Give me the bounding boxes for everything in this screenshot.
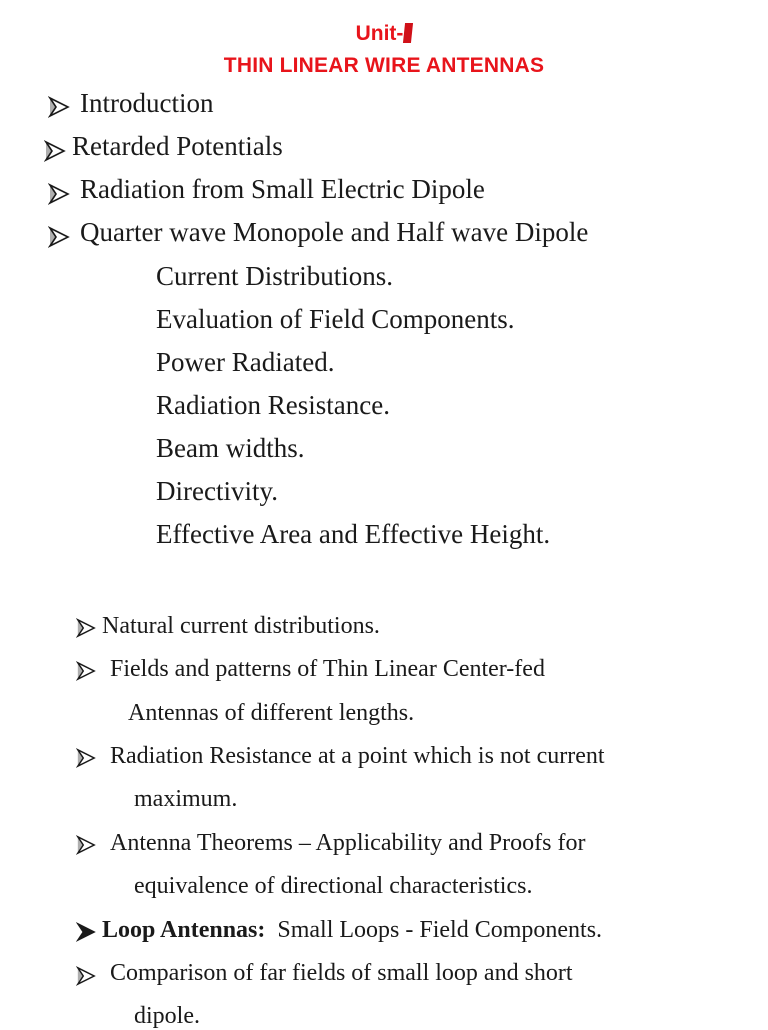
subtopic-power-radiated: Power Radiated. [156, 347, 335, 377]
topic-fields-patterns-cont: Antennas of different lengths. [128, 700, 415, 726]
topic-natural-current: Natural current distributions. [102, 613, 380, 639]
topic-radiation-resistance-point: Radiation Resistance at a point which is not current [110, 743, 605, 769]
arrowhead-bullet-icon [76, 618, 96, 638]
page-title: THIN LINEAR WIRE ANTENNAS [223, 54, 545, 77]
topic-loop-antennas [102, 917, 602, 944]
topic-radiation-resistance-point-cont: maximum. [134, 786, 238, 812]
topic-antenna-theorems: Antenna Theorems – Applicability and Proofs for [110, 830, 586, 856]
subtopic-directivity: Directivity. [156, 476, 278, 506]
loop-antennas-label: Loop Antennas: [102, 917, 266, 943]
topic-comparison-far-fields-cont: dipole. [134, 1003, 200, 1029]
loop-antennas-detail: Small Loops - Field Components. [277, 917, 603, 943]
arrowhead-bullet-icon [48, 96, 70, 118]
subtopic-radiation-resistance: Radiation Resistance. [156, 390, 390, 420]
topic-monopole-dipole: Quarter wave Monopole and Half wave Dipole [80, 217, 589, 247]
topic-retarded-potentials: Retarded Potentials [72, 131, 283, 161]
subtopic-beam-widths: Beam widths. [156, 433, 305, 463]
subtopic-field-components: Evaluation of Field Components. [156, 304, 515, 334]
topic-small-electric-dipole: Radiation from Small Electric Dipole [80, 174, 485, 204]
topic-introduction: Introduction [80, 88, 214, 118]
arrowhead-bullet-icon [48, 183, 70, 205]
arrowhead-bullet-icon [44, 140, 66, 162]
arrowhead-bullet-icon [76, 661, 96, 681]
topic-fields-patterns: Fields and patterns of Thin Linear Center-fed [110, 656, 545, 682]
arrowhead-bullet-icon [76, 835, 96, 855]
arrowhead-bullet-icon [76, 966, 96, 986]
arrowhead-bullet-icon [76, 922, 96, 942]
topic-comparison-far-fields: Comparison of far fields of small loop and short [110, 960, 573, 986]
arrowhead-bullet-icon [76, 748, 96, 768]
topic-antenna-theorems-cont: equivalence of directional characteristics. [134, 873, 533, 899]
subtopic-effective-area-height: Effective Area and Effective Height. [156, 519, 551, 549]
redaction-mark [403, 23, 413, 43]
unit-label: Unit- [355, 22, 404, 45]
arrowhead-bullet-icon [48, 226, 70, 248]
unit-heading [0, 22, 768, 46]
subtopic-current-distributions: Current Distributions. [156, 261, 393, 291]
